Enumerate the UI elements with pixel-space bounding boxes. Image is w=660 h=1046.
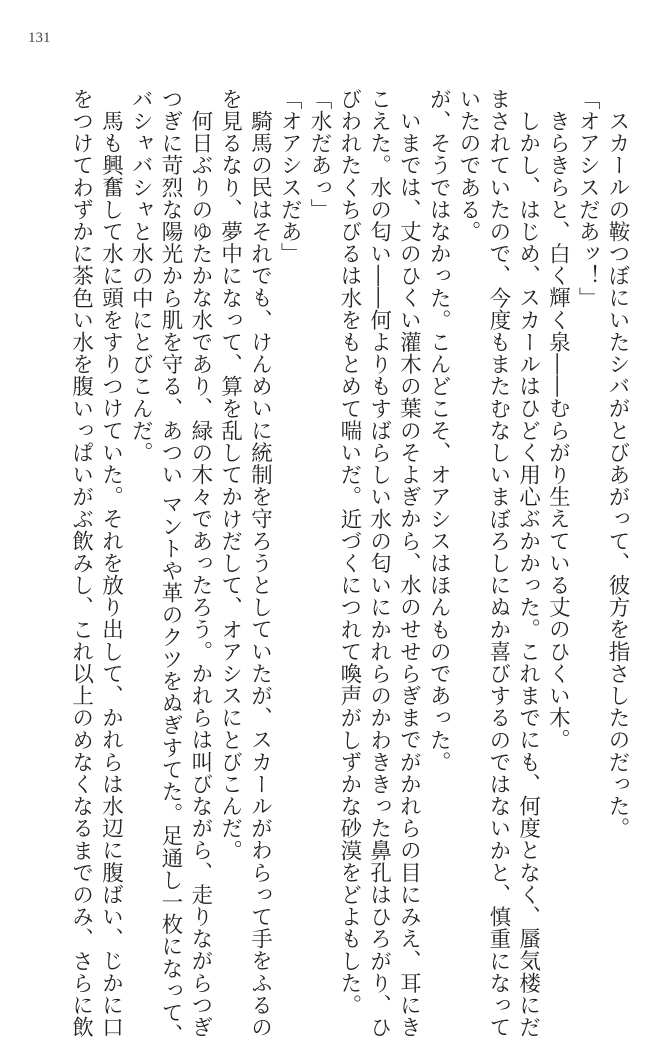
text-line: いまでは、丈のひくい灌木の葉のそよぎから、水のせせらぎまでがかれらの目にみえ、耳にき [396,109,422,1038]
page-number: 131 [28,30,51,46]
text-line: スカールの鞍つぼにいたシバがとびあがって、彼方を指さしたのだった。 [605,109,630,839]
text-line: を見るなり、夢中になって、算を乱してかけだして、オアシスにとびこんだ。 [217,88,243,862]
text-line: しかし、はじめ、スカールはひどく用心ぶかかった。これまでにも、何度となく、蜃気楼にだ [515,109,541,1038]
text-line: まされていたので、今度もまたむなしいまぼろしにぬか喜びするのではないかと、慎重になって [485,88,511,1039]
text-line: バシャバシャと水の中にとびこんだ。 [128,88,154,464]
body-text [66,88,632,1046]
text-line: 「水だあっ」 [307,88,333,221]
text-line: いたのである。 [456,88,482,243]
text-line: つぎに苛烈な陽光から肌を守る、あつい マントや革のクツをぬぎすてた。足通し一枚になって、 [158,88,184,1046]
text-line: きらきらと、白く輝く泉――むらがり生えている丈のひくい木。 [545,109,571,751]
text-line: 馬も興奮して水に頭をすりつけていた。それを放り出して、かれらは水辺に腹ばい、じかに口 [98,109,124,1038]
text-line: 「オアシスだあ」 [277,88,303,265]
text-line: 騎馬の民はそれでも、けんめいに統制を守ろうとしていたが、スカールがわらって手をふるの [247,109,273,1038]
text-line: が、そうではなかった。こんどこそ、オアシスはほんものであった。 [426,88,452,774]
text-line: 何日ぶりのゆたかな水であり、緑の木々であったろう。かれらは叫びながら、走りながらつぎ [187,109,213,1038]
text-line: 「オアシスだあッ！」 [575,88,601,309]
text-line: をつけてわずかに茶色い水を腹いっぱいがぶ飲みし、これ以上のめなくなるまでのみ、さらに飲 [68,88,94,1039]
text-line: こえた。水の匂い――何よりもすばらしい水の匂いにかれらのかわききった鼻孔はひろがり、ひ [366,88,392,1039]
text-line: びわれたくちびるは水をもとめて喘いだ。近づくにつれて喚声がしずかな砂漠をどよもした。 [336,88,362,1017]
